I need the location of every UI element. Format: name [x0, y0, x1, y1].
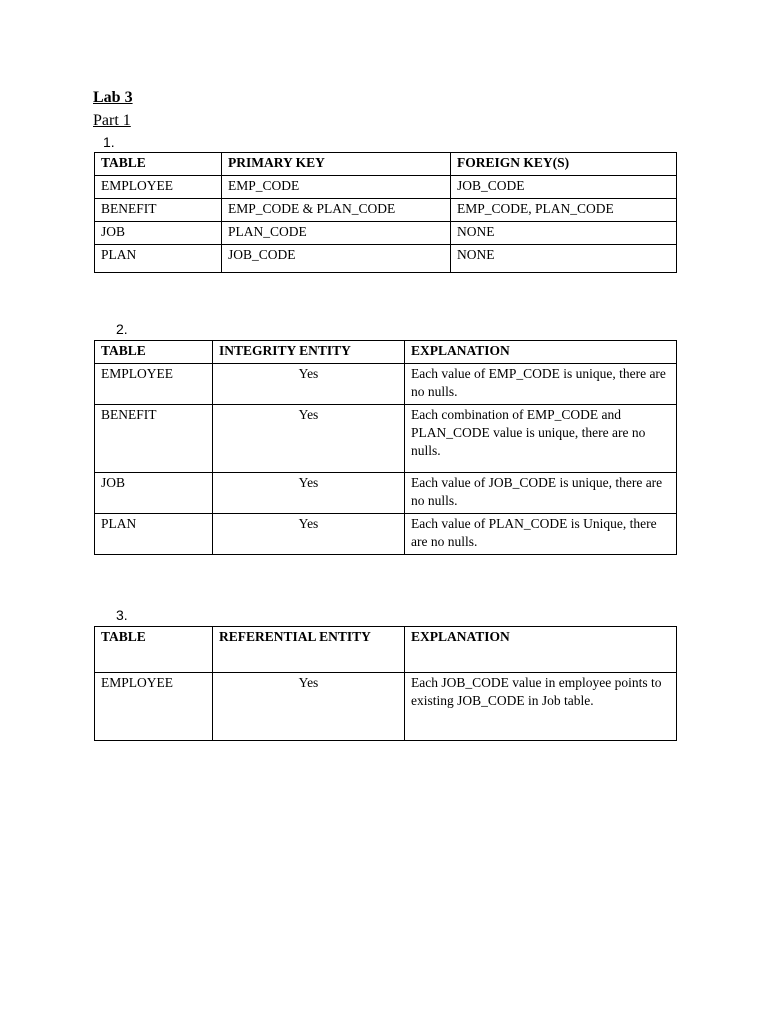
table-row [95, 473, 677, 514]
section-2-number: 2. [116, 321, 128, 337]
table-row [95, 176, 677, 199]
table-cell: JOB [95, 222, 222, 245]
table-row [95, 673, 677, 741]
table-row [95, 364, 677, 405]
table-header-row [95, 627, 677, 673]
table-cell: JOB_CODE [451, 176, 677, 199]
header-cell: PRIMARY KEY [222, 153, 451, 176]
section-3-number: 3. [116, 607, 128, 623]
header-cell: REFERENTIAL ENTITY [213, 627, 405, 673]
doc-title: Lab 3 [93, 89, 133, 106]
table-cell: BENEFIT [95, 199, 222, 222]
table-cell: BENEFIT [95, 405, 213, 473]
table-cell: JOB [95, 473, 213, 514]
table-row [95, 222, 677, 245]
referential-entity-table [94, 626, 677, 741]
table-cell: Each JOB_CODE value in employee points to existing JOB_CODE in Job table. [405, 673, 677, 741]
table-cell: Each combination of EMP_CODE and PLAN_CODE value is unique, there are no nulls. [405, 405, 677, 473]
table-cell: Yes [213, 514, 405, 555]
integrity-entity-table [94, 340, 677, 555]
table-row [95, 405, 677, 473]
table-cell: Yes [213, 364, 405, 405]
header-cell: EXPLANATION [405, 627, 677, 673]
table-cell: Yes [213, 473, 405, 514]
header-cell: INTEGRITY ENTITY [213, 341, 405, 364]
table-cell: Each value of PLAN_CODE is Unique, there are no nulls. [405, 514, 677, 555]
table-cell: NONE [451, 222, 677, 245]
table-cell: EMP_CODE & PLAN_CODE [222, 199, 451, 222]
table-header-row [95, 341, 677, 364]
table-cell: JOB_CODE [222, 245, 451, 273]
table-cell: NONE [451, 245, 677, 273]
table-header-row [95, 153, 677, 176]
table-cell: EMPLOYEE [95, 364, 213, 405]
header-cell: FOREIGN KEY(S) [451, 153, 677, 176]
table-cell: Each value of EMP_CODE is unique, there are no nulls. [405, 364, 677, 405]
table-row [95, 199, 677, 222]
table-cell: EMPLOYEE [95, 176, 222, 199]
table-cell: Yes [213, 673, 405, 741]
table-cell: Each value of JOB_CODE is unique, there are no nulls. [405, 473, 677, 514]
table-cell: EMP_CODE [222, 176, 451, 199]
doc-subtitle: Part 1 [93, 112, 131, 129]
table-cell: PLAN [95, 514, 213, 555]
table-cell: EMPLOYEE [95, 673, 213, 741]
header-cell: TABLE [95, 153, 222, 176]
table-cell: PLAN [95, 245, 222, 273]
header-cell: TABLE [95, 341, 213, 364]
header-cell: TABLE [95, 627, 213, 673]
table-row [95, 514, 677, 555]
table-cell: Yes [213, 405, 405, 473]
primary-foreign-key-table [94, 152, 677, 273]
table-row [95, 245, 677, 273]
section-1-number: 1. [103, 134, 115, 150]
table-cell: PLAN_CODE [222, 222, 451, 245]
header-cell: EXPLANATION [405, 341, 677, 364]
table-cell: EMP_CODE, PLAN_CODE [451, 199, 677, 222]
